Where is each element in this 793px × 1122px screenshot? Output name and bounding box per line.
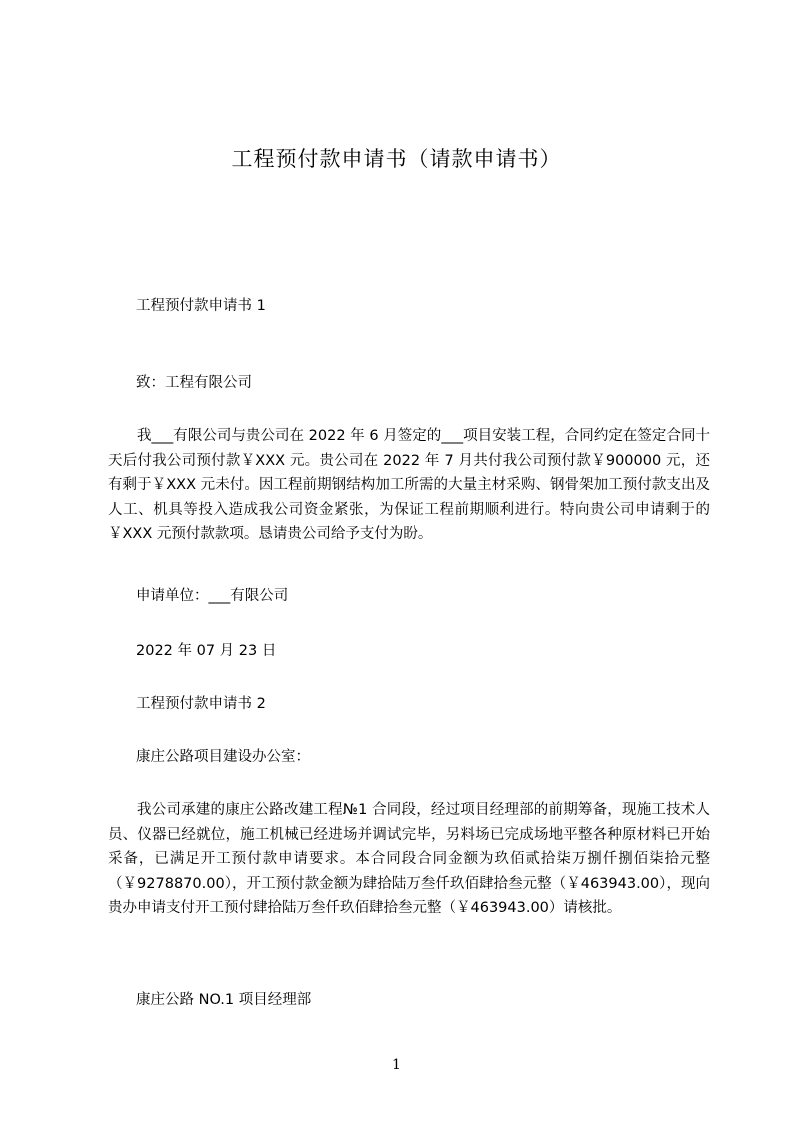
page-number: 1 <box>392 1057 401 1073</box>
document-title: 工程预付款申请书（请款申请书） <box>231 147 562 171</box>
letter1-heading: 工程预付款申请书 1 <box>136 298 266 314</box>
letter2-addressee: 康庄公路项目建设办公室： <box>136 749 310 765</box>
letter1-applicant: 申请单位：___有限公司 <box>136 588 289 604</box>
letter2-signature: 康庄公路 NO.1 项目经理部 <box>136 992 312 1008</box>
letter1-body: 我___有限公司与贵公司在 2022 年 6 月签定的___项目安装工程，合同约定在签定合同十天后付我公司预付款￥XXX 元。贵公司在 2022 年 7 月共付我公司预付款￥900000 元，还有剩于￥XXX 元未付。因工程前期钢结构加工所需的大量主材采购、钢骨架加工预付款支出及人工、机具等投入造成我公司资金紧张，为保证工程前期顺利进行。特向贵公司申请剩于的￥XXX 元预付款款项。恳请贵公司给予支付为盼。 <box>108 428 710 542</box>
letter2-body: 我公司承建的康庄公路改建工程№1 合同段，经过项目经理部的前期筹备，现施工技术人员、仪器已经就位，施工机械已经进场并调试完毕，另料场已完成场地平整各种原材料已开始采备，已满足开工预付款申请要求。本合同段合同金额为玖佰贰拾柒万捌仟捌佰柒拾元整（￥9278870.00），开工预付款金额为肆拾陆万叁仟玖佰肆拾叁元整（￥463943.00），现向贵办申请支付开工预付肆拾陆万叁仟玖佰肆拾叁元整（￥463943.00）请核批。 <box>108 802 710 916</box>
letter1-addressee: 致：工程有限公司 <box>136 375 252 391</box>
letter2-heading: 工程预付款申请书 2 <box>136 696 266 712</box>
letter1-date: 2022 年 07 月 23 日 <box>136 643 277 659</box>
